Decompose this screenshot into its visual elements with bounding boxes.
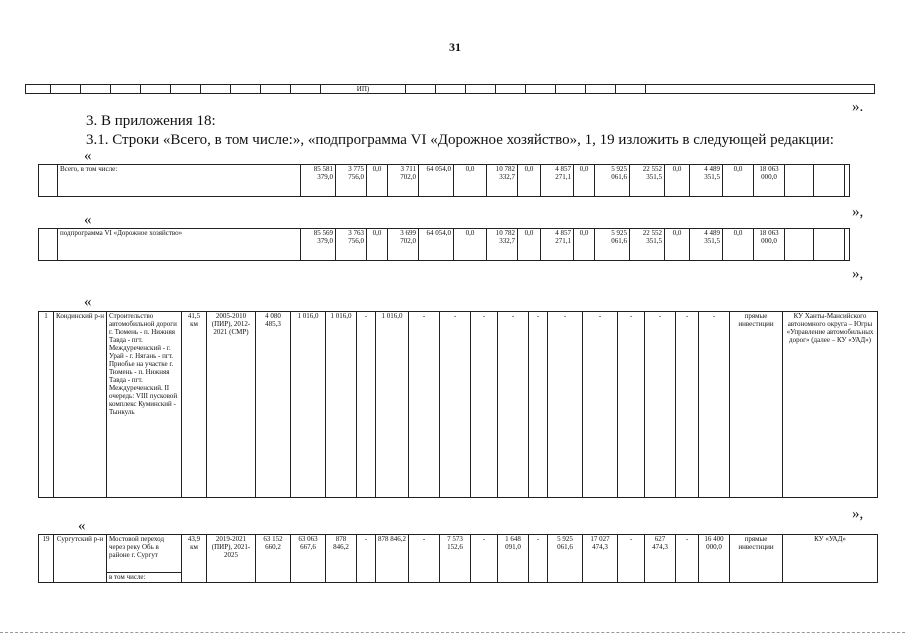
page-number: 31 [449,40,461,54]
row-19-mechanism: прямые инвестиции [730,535,783,583]
table-cell: 0,0 [367,229,388,261]
table-cell: - [409,312,440,498]
table-cell: - [583,312,618,498]
table-cell: 5 925 061,6 [595,229,630,261]
table-cell: 0,0 [518,165,541,197]
table-cell: - [498,312,529,498]
table-cell: 0,0 [454,229,487,261]
open-quote-2: « [84,212,92,228]
row-19-object-sub: в том числе: [107,573,182,583]
table-cell: 0,0 [518,229,541,261]
table-cell: 4 080 485,3 [256,312,291,498]
table-row-subprogram [38,228,850,261]
page-bottom-line [0,632,905,633]
row-1-district: Кондинский р-н [54,312,107,498]
heading-section-3: 3. В приложения 18: [86,113,216,129]
table-cell: 1 016,0 [291,312,326,498]
row-19-object: Мостовой переход через реку Обь в районе г. Сургут [107,535,182,573]
table-cell: - [699,312,730,498]
table-cell: 4 857 271,1 [541,229,574,261]
table-cell: - [676,312,699,498]
table-cell: 3 775 756,0 [336,165,367,197]
table-cell: 64 054,0 [419,229,454,261]
table-cell: 0,0 [574,229,595,261]
table-cell: 5 925 061,6 [595,165,630,197]
table-cell: - [645,312,676,498]
row-19-capacity: 43,9 км [182,535,207,583]
table-cell: - [529,312,548,498]
row-subprogram-label: подпрограмма VI «Дорожное хозяйство» [58,229,301,261]
table-cell: 63 063 667,6 [291,535,326,583]
row-1-mechanism: прямые инвестиции [730,312,783,498]
table-cell: - [357,535,376,583]
closing-quote-1: ». [852,99,864,115]
top-table-ip-cell: ИП) [321,85,406,94]
table-cell: 22 552 351,5 [630,165,665,197]
table-cell: 5 925 061,6 [548,535,583,583]
table-cell: 0,0 [723,165,754,197]
open-quote-1: « [84,148,92,164]
table-cell: 63 152 660,2 [256,535,291,583]
table-cell: - [357,312,376,498]
table-cell: 17 027 474,3 [583,535,618,583]
table-cell: - [471,535,498,583]
table-cell: 3 699 702,0 [388,229,419,261]
row-1-object: Строительство автомобильной дороги г. Тюмень - п. Нижняя Тавда - пгт. Междуреченский - г. Урай - г. Нягань - пгт. Приобье на участке г. Тюмень - п. Нижняя Тавда - пгт. Междуреченский. II очередь: VIII пусковой комплекс Куминский - Тынкуль [107,312,182,498]
row-19-district: Сургутский р-н [54,535,107,583]
table-cell: 0,0 [723,229,754,261]
table-row-total [38,164,850,197]
table-cell: - [618,535,645,583]
table-cell: 4 857 271,1 [541,165,574,197]
heading-section-3-1: 3.1. Строки «Всего, в том числе:», «подпрограмма VI «Дорожное хозяйство», 1, 19 изложить в следующей редакции: [86,132,834,148]
open-quote-3: « [84,294,92,310]
table-cell: 878 846,2 [326,535,357,583]
row-19-number: 19 [39,535,54,583]
table-cell: 1 016,0 [376,312,409,498]
table-cell: - [548,312,583,498]
table-cell: 4 489 351,5 [690,165,723,197]
table-cell: 16 400 000,0 [699,535,730,583]
table-cell: - [529,535,548,583]
table-cell: 85 581 379,0 [301,165,336,197]
close-quote-comma-3: », [852,506,864,522]
table-cell: 10 782 332,7 [487,165,518,197]
row-1-period: 2005-2010 (ПИР), 2012-2021 (СМР) [207,312,256,498]
table-cell: 878 846,2 [376,535,409,583]
table-cell: 3 711 702,0 [388,165,419,197]
table-cell: - [471,312,498,498]
table-cell: 0,0 [665,165,690,197]
table-cell: 1 648 091,0 [498,535,529,583]
table-cell: 0,0 [665,229,690,261]
table-row-1 [38,311,878,498]
row-19-period: 2019-2021 (ПИР), 2021-2025 [207,535,256,583]
table-cell: - [676,535,699,583]
table-cell: 4 489 351,5 [690,229,723,261]
close-quote-comma-2: », [852,266,864,282]
top-table-row [25,84,875,94]
table-row-19 [38,534,878,583]
open-quote-4: « [78,518,86,534]
table-cell: 10 782 332,7 [487,229,518,261]
close-quote-comma-1: », [852,204,864,220]
table-cell: - [409,535,440,583]
table-cell: 3 763 756,0 [336,229,367,261]
table-cell: 85 569 379,0 [301,229,336,261]
table-cell: 0,0 [454,165,487,197]
table-cell: 0,0 [574,165,595,197]
table-cell: 7 573 152,6 [440,535,471,583]
table-cell: 1 016,0 [326,312,357,498]
table-cell: - [440,312,471,498]
table-cell: 627 474,3 [645,535,676,583]
table-cell: 22 552 351,5 [630,229,665,261]
row-1-number: 1 [39,312,54,498]
row-1-customer: КУ Ханты-Мансийского автономного округа – Югры «Управление автомобильных дорог» (далее – КУ «УАД») [783,312,878,498]
table-cell: 64 054,0 [419,165,454,197]
table-cell: - [618,312,645,498]
row-1-capacity: 41,5 км [182,312,207,498]
table-cell: 18 063 000,0 [754,165,785,197]
table-cell: 0,0 [367,165,388,197]
table-cell: 18 063 000,0 [754,229,785,261]
row-19-customer: КУ «УАД» [783,535,878,583]
row-total-label: Всего, в том числе: [58,165,301,197]
